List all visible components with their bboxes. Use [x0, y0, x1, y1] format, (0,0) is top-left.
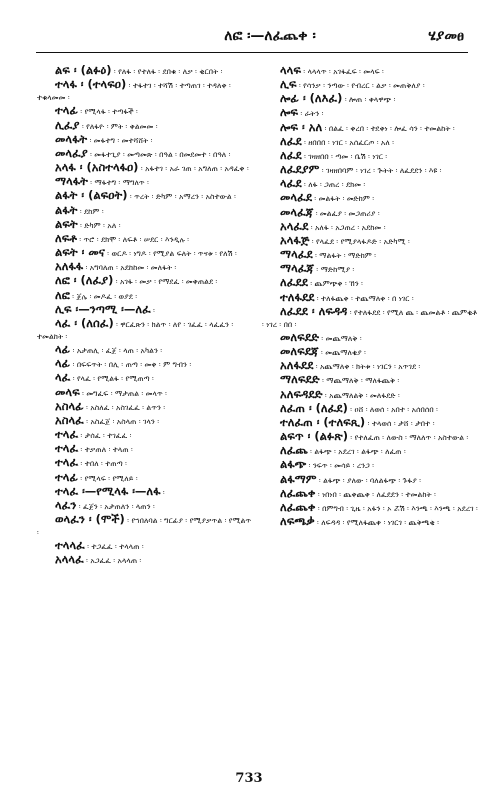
- dictionary-entry: [37, 147, 255, 161]
- entry-headword: ላፈ ፡ (ለሰፈ): [55, 315, 114, 330]
- entry-headword: ላላፍ: [280, 63, 301, 77]
- entry-definition: ፡ ዘበበበ ፡ ነገር ፡ አሰፈርጦ ፡ አለ ፡: [304, 137, 395, 147]
- entry-definition: ፡ የሳንቃ ፡ ንጣው ፡ የብረር ፡ ልቃ ፡ መጠቅለያ ፡: [298, 81, 425, 91]
- dictionary-entry: [262, 276, 480, 290]
- dictionary-entry: [37, 133, 255, 147]
- dictionary-entry: [262, 487, 480, 501]
- entry-definition: ፡ ነበነበ ፡ ጨቀጨቀ ፡ ለፈደደን ፡ ተመልከት ፡: [317, 489, 436, 499]
- dictionary-entry: [37, 400, 255, 414]
- entry-headword: ማላፈደ: [280, 247, 313, 262]
- dictionary-entry: [37, 260, 255, 274]
- entry-definition: ፡: [162, 487, 165, 497]
- entry-definition: ፡: [153, 305, 155, 315]
- right-column: [262, 64, 480, 529]
- entry-headword: አስላፈ: [55, 412, 84, 427]
- entry-definition: ፡ ልፋጭ ፡ አደረገ ፡ ልፋጭ ፡ ለፈጠ ፡: [310, 447, 406, 457]
- dictionary-entry: [262, 416, 480, 430]
- entry-definition: ፡ የተለፋደደ ፡ የሚለ ጨ ፡ ጨመልቶ ፡ ጨምቂቶ ፡ ነገረ ፡ በበ ፡: [262, 307, 478, 329]
- entry-definition: ፡ መፋተግ ፡ መተሻሸት ፡: [89, 135, 153, 145]
- entry-headword: ሎፍ ፡ አለ: [280, 119, 323, 134]
- dictionary-entry: [37, 539, 255, 553]
- entry-headword: ለፈጨቀ: [280, 485, 316, 500]
- entry-definition: ፡ የሚላፋ ፡ ተጣፋች ፡: [80, 107, 138, 117]
- entry-definition: ፡ የላፈደ ፡ የሚያላፋዶድ ፡ አድካሚ ፡: [311, 236, 410, 246]
- entry-definition: ፡ አጋፈፈ ፡ አላላጠ ፡: [86, 556, 142, 566]
- entry-definition: ፡ ለፋ ፡ ጋጠረ ፡ ደክመ ፡: [304, 180, 366, 190]
- entry-headword: ለፈደያም: [280, 162, 320, 177]
- entry-definition: ፡ ተፋተገ ፡ ተሻሽ ፡ ተጣጠገ ፡ ተዳለቀ ፡ ተቁላመመ ፡: [37, 81, 231, 103]
- entry-headword: ልፋት: [55, 202, 78, 217]
- header-rule: [36, 52, 468, 53]
- entry-definition: ፡ ሎጠ ፡ ቀላዋጭ ፡: [344, 95, 396, 105]
- dictionary-entry: [262, 262, 480, 276]
- entry-headword: ተላፊ: [55, 103, 78, 118]
- entry-headword: ማላፈጃ: [280, 261, 314, 276]
- entry-definition: ፡ ጥሮ ፡ ደክሞ ፡ ለፍቶ ፡ ሠደር ፡ እንዲሉ ፡: [79, 234, 190, 244]
- dictionary-entry: [262, 444, 480, 458]
- entry-headword: ሊፈያ: [55, 117, 80, 132]
- dictionary-entry: [262, 473, 480, 487]
- left-column: [37, 64, 255, 568]
- header-guide-words: ለፎ ፡—ለፈጨቀ ፡: [224, 28, 316, 44]
- dictionary-entry: [37, 357, 255, 371]
- entry-headword: አለፍዳደድ: [280, 386, 323, 401]
- entry-headword: ልፍት ፡ መና: [55, 245, 105, 260]
- entry-definition: ፡ ተለፋጨቀ ፡ ተጨማለቀ ፡ በ ነገር ፡: [316, 293, 414, 303]
- dictionary-entry: [37, 246, 255, 260]
- entry-definition: ፡ አስለፈ ፡ አስገፈፈ ፡ ልጥን ፡: [86, 402, 166, 412]
- entry-definition: ፡ በልፈ ፡ ቀረበ ፡ ተደቀነ ፡ ሎፈ ሳን ፡ ተመልከት ፡: [324, 123, 455, 133]
- entry-headword: ሎፍ: [280, 105, 299, 120]
- dictionary-entry: [262, 402, 480, 416]
- entry-definition: ፡ ተበለ ፡ ተጠጣ ፡: [80, 459, 127, 469]
- dictionary-entry: [262, 291, 480, 305]
- entry-definition: ፡ ተላወሰ ፡ ታሸ ፡ ታበተ ፡: [367, 418, 435, 428]
- entry-definition: ፡ ማፋተግ ፡ ማግለጥ ፡: [90, 178, 149, 188]
- dictionary-entry: [262, 163, 480, 177]
- dictionary-entry: [262, 78, 480, 92]
- dictionary-entry: [262, 191, 480, 205]
- entry-headword: ልፍት: [55, 216, 78, 231]
- dictionary-entry: [37, 371, 255, 385]
- entry-headword: ተላፈ ፡—የሚላፋ ፡—ለፋ: [55, 483, 161, 498]
- entry-headword: ተላፈ: [55, 455, 79, 470]
- entry-headword: ለፍቶ: [55, 230, 77, 245]
- entry-definition: ፡ ልፋጭ ፡ ያለው ፡ ባለልፋጭ ፡ ጉፋያ ፡: [318, 475, 422, 485]
- entry-headword: መላፈደ: [280, 190, 312, 205]
- dictionary-entry: [37, 513, 255, 539]
- dictionary-entry: [37, 64, 255, 78]
- dictionary-entry: [37, 442, 255, 456]
- dictionary-entry: [262, 359, 480, 373]
- dictionary-entry: [37, 161, 255, 175]
- entry-headword: ልፍ ፡ (ልፉዕ): [55, 63, 112, 77]
- entry-headword: ለፈጠ ፡ (ለፈደ): [280, 400, 348, 415]
- entry-headword: ሎፊ ፡ (ለእፈ): [280, 91, 343, 106]
- dictionary-entry: [37, 104, 255, 118]
- dictionary-entry: [37, 343, 255, 357]
- entry-definition: ፡ የኀበለባል ፡ ግርፊያ ፡ የሚያቃጥል ፡ የሚልጥ ፡: [37, 516, 252, 538]
- entry-headword: ለፈጨ: [280, 443, 308, 458]
- entry-definition: ፡ ላላላጥ ፡ አገፋፈፍ ፡ መላፍ ፡: [303, 67, 384, 76]
- dictionary-entry: [262, 373, 480, 387]
- dictionary-entry: [262, 234, 480, 248]
- dictionary-entry: [37, 232, 255, 246]
- dictionary-entry: [262, 345, 480, 359]
- entry-definition: ፡ ጨምጭቀ ፡ ኸን ፡: [310, 279, 363, 289]
- entry-definition: ፡ አጨማለቀ ፡ ክትቱ ፡ ነገርን ፡ አጥገደ ፡: [315, 362, 421, 372]
- entry-definition: ፡ ገዛዘበበ ፡ ጣመ ፡ ቤሽ ፡ ነገር ፡: [304, 151, 388, 161]
- entry-definition: ፡ የላፈ ፡ የሚልፋ ፡ የሚጠጣ ፡: [72, 374, 154, 384]
- dictionary-entry: [262, 64, 480, 78]
- dictionary-entry: [262, 106, 480, 120]
- dictionary-entry: [37, 204, 255, 218]
- entry-headword: አላፋ ፡ (አስተላፋዐ): [55, 160, 139, 175]
- entry-headword: አላፈደ: [280, 218, 309, 233]
- entry-definition: ፡ ወርዶ ፡ ነግዶ ፡ የሚያል ፍለት ፡ ጥናቱ ፡ የለሽ ፡: [107, 249, 237, 259]
- dictionary-entry: [37, 386, 255, 400]
- entry-definition: ፡ መልፈያ ፡ መጋጠሪያ ፡: [315, 208, 380, 218]
- entry-headword: ማለፍደድ: [280, 372, 320, 387]
- running-header: [0, 28, 498, 50]
- entry-headword: ተለፈጠ ፡ (ተለፍጺ): [280, 414, 366, 429]
- entry-headword: አለፋደደ: [280, 358, 314, 373]
- dictionary-entry: [37, 289, 255, 303]
- entry-definition: ፡ ደከም ፡: [79, 206, 104, 216]
- entry-definition: ፡ ለፍዳዳ ፡ የሚለፋጨቀ ፡ ነገርገ ፡ ጨቅጫቂ ፡: [317, 518, 439, 527]
- entry-definition: ፡ ታሰፈ ፡ ተገፈፈ ፡: [80, 431, 132, 441]
- dictionary-entry: [262, 121, 480, 135]
- dictionary-entry: [37, 274, 255, 288]
- entry-headword: ላፊ: [55, 356, 71, 371]
- entry-headword: ለፎ ፡ (ለፈያ): [55, 273, 114, 288]
- entry-headword: ለፈደደ ፡ ለፍዳዳ: [280, 303, 348, 318]
- page-number: 733: [235, 771, 263, 786]
- entry-headword: ለፍጫቃ: [280, 514, 315, 528]
- dictionary-entry: [262, 331, 480, 345]
- dictionary-entry: [37, 317, 255, 343]
- entry-definition: ፡ ጀሌ ፡ መዶፈ ፡ ወያደ ፡: [72, 291, 138, 301]
- dictionary-entry: [37, 414, 255, 428]
- entry-definition: ፡ ማጨማለቅ ፡ ማለፋጨቅ ፡: [322, 376, 400, 386]
- entry-headword: መላፍ: [55, 384, 80, 399]
- dictionary-entry: [262, 206, 480, 220]
- entry-headword: መለፍደጃ: [280, 344, 319, 359]
- entry-headword: አለፋፋ: [55, 259, 84, 274]
- entry-definition: ፡ የለፋዮ ፡ ምት ፡ ቀልመመ ፡: [81, 121, 158, 131]
- entry-definition: ፡ የሚላፍ ፡ የሚለይ ፡: [80, 473, 138, 483]
- entry-headword: መላፋት: [55, 131, 88, 146]
- dictionary-entry: [37, 175, 255, 189]
- entry-definition: ፡ አለፋ ፡ አጋጠረ ፡ አደከመ ፡: [310, 222, 386, 232]
- entry-headword: አስላፊ: [55, 398, 84, 413]
- dictionary-entry: [262, 458, 480, 472]
- entry-definition: ፡ ጥረት ፡ ድካም ፡ አማረን ፡ አስተውል ፡: [129, 192, 236, 202]
- dictionary-entry: [262, 388, 480, 402]
- entry-definition: ፡ ገዛዘበባም ፡ ነገረ ፡ ጕትት ፡ ለፈደደን ፡ እዩ ፡: [321, 166, 442, 176]
- entry-headword: ለፈጨቀ: [280, 499, 316, 514]
- entry-definition: ፡ የተለፈጠ ፡ ለውስ ፡ ማለለጥ ፡ አስተውል ፡: [350, 433, 469, 443]
- entry-definition: ፡ በምግብ ፡ ጊዜ ፡ አፋን ፡ ኦ ሯሽ ፡ እንጫ ፡ እንጫ ፡ አደረገ ፡: [317, 503, 478, 513]
- entry-headword: መላፈያ: [55, 145, 88, 160]
- entry-definition: ፡ ድካም ፡ አለ ፡: [80, 220, 121, 230]
- entry-headword: መለፍደድ: [280, 329, 319, 344]
- dictionary-entry: [262, 501, 480, 515]
- dictionary-entry: [262, 92, 480, 106]
- dictionary-entry: [37, 456, 255, 470]
- entry-headword: ለፈደ: [280, 147, 302, 162]
- entry-definition: ፡ ዐሸ ፡ ለወሰ ፡ አበተ ፡ አሰበሰበ ፡: [350, 404, 438, 414]
- dictionary-entry: [262, 149, 480, 163]
- entry-headword: ተላፋ ፡ (ተላፍዐ): [55, 77, 127, 92]
- dictionary-entry: [37, 485, 255, 499]
- entry-headword: ላፈን: [55, 497, 77, 512]
- entry-headword: ሊፍ: [280, 77, 297, 92]
- entry-headword: ልፋማም: [280, 471, 317, 486]
- entry-definition: ፡ መጨማለቅ ፡: [321, 333, 362, 343]
- dictionary-entry: [262, 220, 480, 234]
- entry-definition: ፡ አስፈጀ ፡ አስላጠ ፡ ገላን ፡: [86, 416, 160, 426]
- entry-definition: ፡ መግፈፍ ፡ ማታጠል ፡ መላጥ ፡: [82, 388, 167, 398]
- dictionary-entry: [37, 428, 255, 442]
- entry-headword: ማላፋት: [55, 174, 88, 189]
- dictionary-entry: [37, 471, 255, 485]
- entry-headword: ተላፈ: [55, 441, 79, 456]
- entry-headword: ለፈደደ: [280, 275, 308, 290]
- entry-headword: ለፈደ: [280, 133, 302, 148]
- entry-headword: መላፈጃ: [280, 204, 314, 219]
- entry-headword: ተላላፈ: [55, 538, 85, 553]
- entry-headword: ልፋጭ: [280, 457, 307, 472]
- dictionary-entry: [37, 189, 255, 203]
- entry-definition: ፡ ማልፋት ፡ ማድከም ፡: [315, 251, 377, 261]
- dictionary-entry: [37, 553, 255, 567]
- entry-definition: ፡ ማድከሚያ ፡: [316, 265, 355, 275]
- entry-headword: ልፋት ፡ (ልፍዐት): [55, 188, 128, 203]
- header-section-mark: ሄያመፀ: [428, 28, 464, 44]
- entry-definition: ፡ በፍፍጥት ፡ በሊ ፡ ጠጣ ፡ መቀ ፡ ም ግብን ፡: [72, 360, 192, 370]
- dictionary-entry: [262, 248, 480, 262]
- entry-headword: ወላፈን ፡ (ሞች): [55, 512, 125, 526]
- entry-definition: ፡ ተቃጠለ ፡ ተላጠ ፡: [80, 445, 133, 455]
- dictionary-entry: [262, 515, 480, 529]
- entry-headword: ላፊ: [55, 342, 71, 357]
- dictionary-entry: [37, 78, 255, 104]
- entry-definition: ፡ መፋተጊያ ፡ መጣመጽ ፡ በዓል ፡ በመደመተ ፡ በዓለ ፡: [90, 149, 231, 159]
- dictionary-entry: [37, 119, 255, 133]
- dictionary-entry: [262, 177, 480, 191]
- entry-definition: ፡ አግባለጠ ፡ አደከከመ ፡ መለፋት ፡: [85, 263, 177, 273]
- entry-definition: ፡ የለፋ ፡ የተለፋ ፡ ደበቁ ፡ ለቃ ፡ ቂርበት ፡: [113, 67, 223, 76]
- dictionary-entry: [37, 303, 255, 317]
- entry-headword: ላፈደ: [280, 176, 302, 191]
- entry-headword: ልፍጥ ፡ (ልፉጽ): [280, 429, 348, 444]
- entry-definition: ፡ አታጠሊ ፡ ፈጀ ፡ ላጠ ፡ አካልን ፡: [72, 346, 163, 356]
- entry-definition: ፡ ዋርፈጽን ፡ ክልጥ ፡ ለየ ፡ ገፈፈ ፡ ላፈፈን ፡ ተመልከት ፡: [37, 319, 234, 341]
- dictionary-entry: [37, 218, 255, 232]
- entry-headword: ተለፋደደ: [280, 289, 315, 304]
- entry-definition: ፡ ተጋፈፈ ፡ ተላላጠ ፡: [87, 542, 144, 552]
- entry-definition: ፡ ንፍጥ ፡ መሳይ ፡ ረንጋ ፡: [308, 461, 374, 471]
- entry-definition: ፡ መልፋት ፡ መድከም ፡: [314, 194, 375, 204]
- entry-headword: አላፋጅ: [280, 232, 310, 247]
- entry-headword: ለፎ: [55, 287, 70, 302]
- dictionary-entry: [262, 430, 480, 444]
- entry-headword: ላፈ: [55, 370, 71, 385]
- dictionary-entry: [262, 305, 480, 331]
- entry-headword: አላላፈ: [55, 552, 84, 567]
- dictionary-entry: [262, 135, 480, 149]
- dictionary-entry: [37, 499, 255, 513]
- entry-headword: ተላፈ: [55, 427, 79, 442]
- entry-definition: ፡ መጨማለቂያ ፡: [321, 348, 366, 358]
- entry-definition: ፡ አጨማለልቅ ፡ መለፋደድ ፡: [324, 390, 400, 400]
- entry-definition: ፡ አፋተገ ፡ አራ ገጠ ፡ አግለጠ ፡ አዳፈቀ ፡: [140, 164, 249, 174]
- entry-definition: ፡ ፈጀን ፡ አታጠለን ፡ ላጠን ፡: [78, 501, 155, 511]
- entry-definition: ፡ አገፋ ፡ መቃ ፡ የማደፈ ፡ መቀጠልደ ፡: [115, 277, 218, 287]
- entry-headword: ተላፊ: [55, 469, 78, 484]
- entry-headword: ሊፍ ፡—ንጣሚ ፡—ለፈ: [55, 301, 151, 316]
- entry-definition: ፡ ራትን ፡: [300, 109, 324, 119]
